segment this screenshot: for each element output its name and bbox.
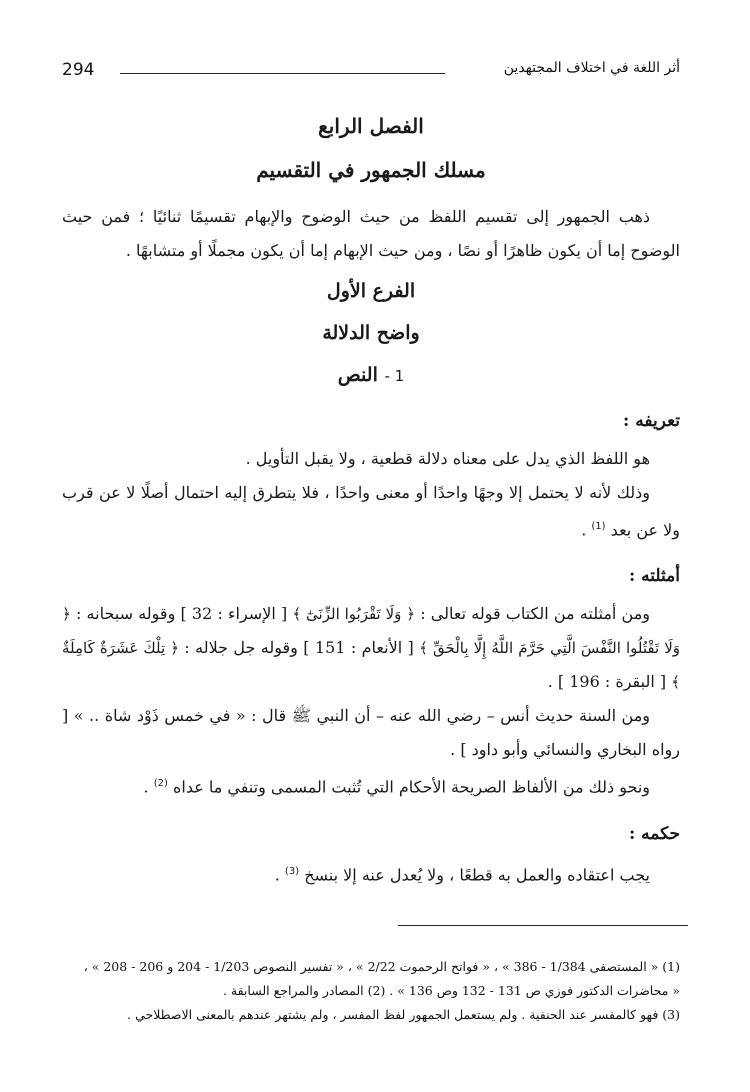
- explanation-text: وذلك لأنه لا يحتمل إلا وجهًا واحدًا أو معنى واحدًا ، فلا يتطرق إليه احتمال أصلًا لا عن قرب ولا عن بعد: [62, 483, 680, 540]
- branch-title: الفرع الأول: [326, 280, 416, 302]
- hadith-intro: ومن السنة حديث أنس – رضي الله عنه – أن النبي ﷺ قال :: [251, 706, 650, 726]
- examples-connector-1: وقوله سبحانه :: [75, 604, 176, 624]
- examples-quran-paragraph: [62, 597, 680, 699]
- footnote-line: (1) « المستصفى 1/384 - 386 » ، « فواتح الرحموت 2/22 » ، « تفسير النصوص 1/203 - 204 و 206 - 208 » ،: [83, 959, 680, 974]
- verse-3: ﴿ تِلْكَ عَشَرَةٌ كَامِلَةٌ ﴾: [62, 639, 680, 692]
- branch-subtitle: واضح الدلالة: [322, 322, 420, 344]
- verse-2-ref: [ الأنعام : 151 ]: [303, 638, 414, 658]
- section-title: مسلك الجمهور في التقسيم: [256, 158, 486, 182]
- chapter-title: الفصل الرابع: [318, 114, 424, 138]
- item-title: النص: [337, 364, 378, 386]
- verse-1: ﴿ وَلَا تَقْرَبُوا الزِّنَىٰٓ ﴾: [292, 605, 416, 624]
- item-heading: [62, 364, 680, 386]
- verse-3-ref: [ البقرة : 196 ] .: [547, 672, 667, 692]
- examples-hadith-paragraph: [62, 699, 680, 767]
- page-body: [62, 108, 680, 892]
- footnote-ref-1: (1): [591, 521, 606, 532]
- footnote-ref-2: (2): [153, 778, 168, 790]
- examples-connector-2: وقوله جل جلاله :: [184, 638, 298, 658]
- examples-summary: ونحو ذلك من الألفاظ الصريحة الأحكام التي تُثبت المسمى وتنفي ما عداه $^{(2)}$ .: [143, 777, 650, 797]
- footnotes: [62, 955, 680, 1027]
- hadith-text: « في خمس ذَوْد شاة .. »: [73, 706, 246, 726]
- footnote-ref-3: (3): [284, 865, 300, 877]
- intro-paragraph: ذهب الجمهور إلى تقسيم اللفظ من حيث الوضوح والإبهام تقسيمًا ثنائيًا ؛ فمن حيث الوضوح إما أن يكون ظاهرًا أو نصًا ، ومن حيث الإبهام إما أن يكون مجملًا أو متشابهًا .: [62, 207, 680, 260]
- ruling-text: يجب اعتقاده والعمل به قطعًا ، ولا يُعدل عنه إلا بنسخ $^{(3)}$ .: [274, 864, 650, 884]
- verse-2: ﴿ وَلَا تَقْتُلُوا النَّفْسَ الَّتِي حَرَّمَ اللَّهُ إِلَّا بِالْحَقِّ ﴾: [62, 605, 680, 658]
- header-rule: [120, 73, 445, 74]
- examples-intro: ومن أمثلته من الكتاب قوله تعالى :: [420, 604, 651, 624]
- running-header: [62, 58, 680, 88]
- footnote-line: « محاضرات الدكتور فوزي ص 131 - 132 وص 136 » . (2) المصادر والمراجع السابقة .: [222, 983, 680, 998]
- ruling-label: حكمه :: [628, 823, 680, 844]
- definition-text: هو اللفظ الذي يدل على معناه دلالة قطعية ، ولا يقبل التأويل .: [245, 449, 650, 468]
- definition-explanation: وذلك لأنه لا يحتمل إلا وجهًا واحدًا أو معنى واحدًا ، فلا يتطرق إليه احتمال أصلًا لا عن قرب ولا عن بعد $^{(1)}$ .: [62, 483, 680, 540]
- footnote-line: (3) فهو كالمفسر عند الحنفية . ولم يستعمل الجمهور لفظ المفسر ، ولم يشتهر عندهم بالمعنى الاصطلاحي .: [127, 1007, 680, 1022]
- page-number: 294: [62, 60, 95, 80]
- hadith-source: [ رواه البخاري والنسائي وأبو داود ] .: [62, 706, 680, 760]
- examples-label: أمثلته :: [628, 566, 680, 587]
- footnote-rule: [398, 925, 688, 926]
- verse-1-ref: [ الإسراء : 32 ]: [180, 604, 288, 624]
- examples-summary-text: ونحو ذلك من الألفاظ الصريحة الأحكام التي تُثبت المسمى وتنفي ما عداه: [172, 777, 650, 797]
- item-number: 1 -: [384, 367, 405, 385]
- book-title: أثر اللغة في اختلاف المجتهدين: [503, 60, 680, 76]
- ruling-text-body: يجب اعتقاده والعمل به قطعًا ، ولا يُعدل عنه إلا بنسخ: [304, 864, 650, 884]
- definition-label: تعريفه :: [623, 411, 680, 431]
